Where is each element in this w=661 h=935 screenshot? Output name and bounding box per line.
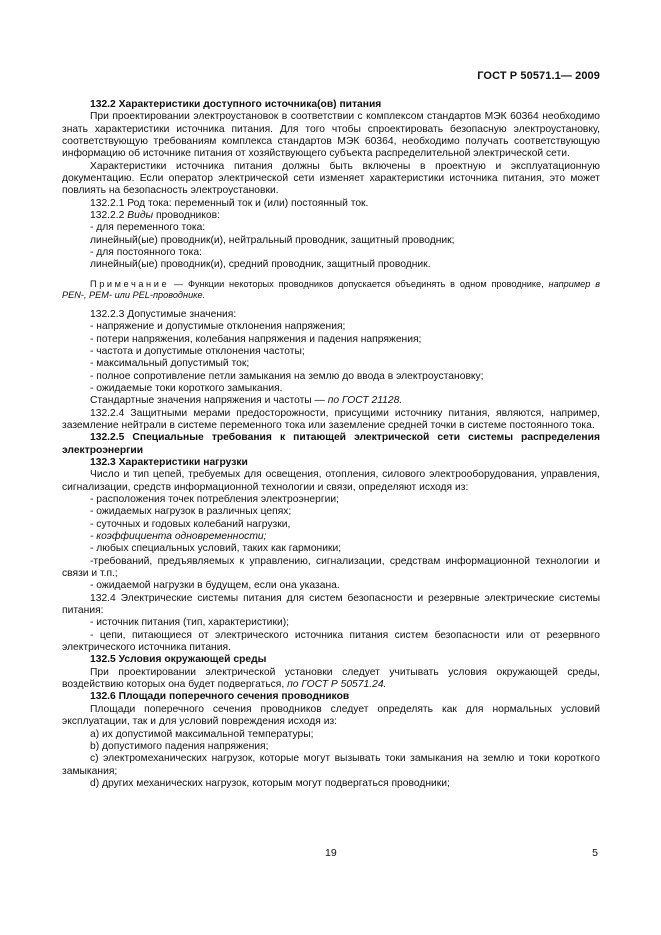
list-item: - цепи, питающиеся от электрического источника питания систем безопасности или от резервного электрического источника питания. [62,629,600,654]
list-item: b) допустимого падения напряжения; [90,740,269,752]
section-heading-132-6: 132.6 Площади поперечного сечения проводников [90,691,350,703]
list-item: - суточных и годовых колебаний нагрузки, [90,518,291,530]
standard-reference: по ГОСТ Р 50571.24. [287,679,387,691]
section-heading-132-2-5: 132.2.5 Специальные требования к питающей электрической сети системы распределения электроэнергии [62,432,600,456]
list-item: - ожидаемые токи короткого замыкания. [90,382,283,394]
paragraph: Характеристики источника питания должны быть включены в проектную и эксплуатационную документацию. Если оператор электрической сети изменяет характеристики источника питания, это может повлиять на безопасность электроустановки. [62,160,600,197]
section-heading-132-5: 132.5 Условия окружающей среды [90,654,267,666]
paragraph: Площади поперечного сечения проводников следует определять как для нормальных условий эксплуатации, так и для условий повреждения исходя из: [62,703,600,728]
paragraph [62,395,600,407]
list-item: d) других механических нагрузок, которым могут подвергаться проводники; [90,777,450,789]
paragraph: При проектировании электроустановок в соответствии с комплексом стандартов МЭК 60364 необходимо знать характеристики источника питания. Для того чтобы спроектировать безопасную электроустановку, соответствующую требованиям комплекса стандартов МЭК 60364, необходимо получать соответствующую информацию об источнике питания от хозяйствующего субъекта распределительной электрической сети. [62,111,600,160]
list-item: -требований, предъявляемых к управлению, сигнализации, средствам информационной технологии и связи и т.п.; [62,555,600,580]
list-item: - ожидаемых нагрузок в различных цепях; [90,506,292,518]
note-label: Примечание [90,278,170,289]
page-content [62,99,600,790]
list-item: - частота и допустимые отклонения частоты; [90,345,305,357]
section-heading-132-3: 132.3 Характеристики нагрузки [90,456,248,468]
paragraph [62,667,600,692]
list-item: - для переменного тока: [90,222,206,234]
paragraph: Число и тип цепей, требуемых для освещения, отопления, силового электрооборудования, управления, сигнализации, средств информационной технологии и связи, определяют исходя из: [62,469,600,493]
italic-term: Виды [127,210,154,222]
paragraph: 132.2.3 Допустимые значения: [90,308,237,320]
list-item: - ожидаемой нагрузки в будущем, если она указана. [90,580,340,592]
note-text-italic: например в PEN-, PEM- или PEL-проводнике. [62,278,600,301]
list-item: а) их допустимой максимальной температуры; [90,728,314,740]
paragraph-text: Стандартные значения напряжения и частоты — [90,395,328,407]
sheet-number: 5 [592,847,598,859]
list-item: - напряжение и допустимые отклонения напряжения; [90,321,346,333]
list-item: - полное сопротивление петли замыкания на землю до ввода в электроустановку; [90,370,484,382]
section-heading-132-2: 132.2 Характеристики доступного источника(ов) питания [90,99,382,110]
paragraph: 132.2.1 Род тока: переменный ток и (или) постоянный ток. [90,197,369,209]
note-text: — Функции некоторых проводников допускается объединять в одном проводнике, [169,278,549,289]
list-item: - расположения точек потребления электроэнергии; [90,493,339,505]
list-item: - для постоянного тока: [90,247,202,259]
list-item: - любых специальных условий, таких как гармоники; [90,543,342,555]
paragraph [62,210,600,222]
note [62,279,600,302]
page-number: 19 [325,847,337,859]
paragraph: 132.2.4 Защитными мерами предосторожности, присущими источнику питания, являются, например, заземление нейтрали в системе переменного тока или заземление средней точки в системе постоянного тока. [62,407,600,431]
list-item: - коэффициента одновременности; [90,531,267,542]
paragraph-text: При проектировании электрической установки следует учитывать условия окружающей среды, воздействию которых она будет подвергаться, [62,666,600,691]
list-item: - источник питания (тип, характеристики); [90,617,289,629]
list-item: линейный(ые) проводник(и), нейтральный проводник, защитный проводник; [90,234,455,246]
list-item: - максимальный допустимый ток; [90,358,250,370]
paragraph-text: проводников: [153,210,220,222]
list-item: - потери напряжения, колебания напряжения и падения напряжения; [90,333,422,345]
clause-number: 132.2.2 [90,210,128,222]
document-header: ГОСТ Р 50571.1— 2009 [477,70,600,82]
list-item: линейный(ые) проводник(и), средний проводник, защитный проводник. [90,259,431,271]
paragraph: 132.4 Электрические системы питания для систем безопасности и резервные электрические системы питания: [62,592,600,617]
standard-reference: по ГОСТ 21128. [327,395,403,407]
list-item: с) электромеханических нагрузок, которые могут вызывать токи замыкания на землю и токи короткого замыкания; [62,753,600,777]
